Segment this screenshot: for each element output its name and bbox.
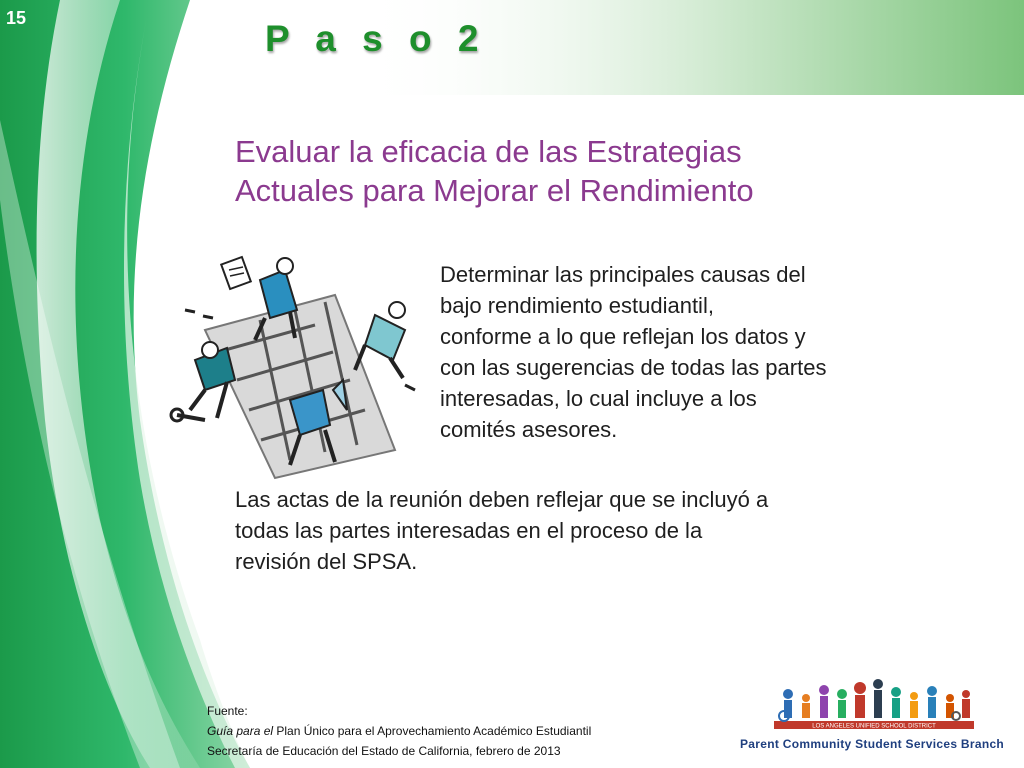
source-italic: Guía para el [207, 724, 274, 738]
causes-paragraph [440, 259, 940, 445]
source-line-2: Secretaría de Educación del Estado de California, febrero de 2013 [207, 744, 561, 758]
paragraph-line: todas las partes interesadas en el proceso de la [235, 518, 703, 543]
paragraph-line: Las actas de la reunión deben reflejar que se incluyó a [235, 487, 769, 512]
heading-line: Evaluar la eficacia de las Estrategias [235, 134, 742, 169]
paragraph-line: revisión del SPSA. [235, 549, 418, 574]
source-line-1 [207, 721, 591, 741]
slide-number: 15 [6, 8, 27, 28]
source-label: Fuente: [207, 704, 248, 718]
source-title: Plan Único para el Aprovechamiento Académico Estudiantil [273, 724, 592, 738]
puzzle-workers-clipart [165, 240, 430, 480]
paragraph-line: comités asesores. [440, 417, 618, 442]
paragraph-line: bajo rendimiento estudiantil, [440, 293, 714, 318]
heading-line: Actuales para Mejorar el Rendimiento [235, 173, 754, 208]
paragraph-line: con las sugerencias de todas las partes [440, 355, 827, 380]
slide-title: P a s o 2 [265, 18, 487, 59]
slide-heading [235, 132, 955, 210]
branch-name: Parent Community Student Services Branch [740, 737, 1005, 751]
paragraph-line: Determinar las principales causas del [440, 262, 806, 287]
paragraph-line: conforme a lo que reflejan los datos y [440, 324, 806, 349]
district-text: LOS ANGELES UNIFIED SCHOOL DISTRICT [812, 723, 936, 730]
minutes-paragraph [235, 484, 955, 577]
source-citation [207, 701, 591, 761]
paragraph-line: interesadas, lo cual incluye a los [440, 386, 757, 411]
